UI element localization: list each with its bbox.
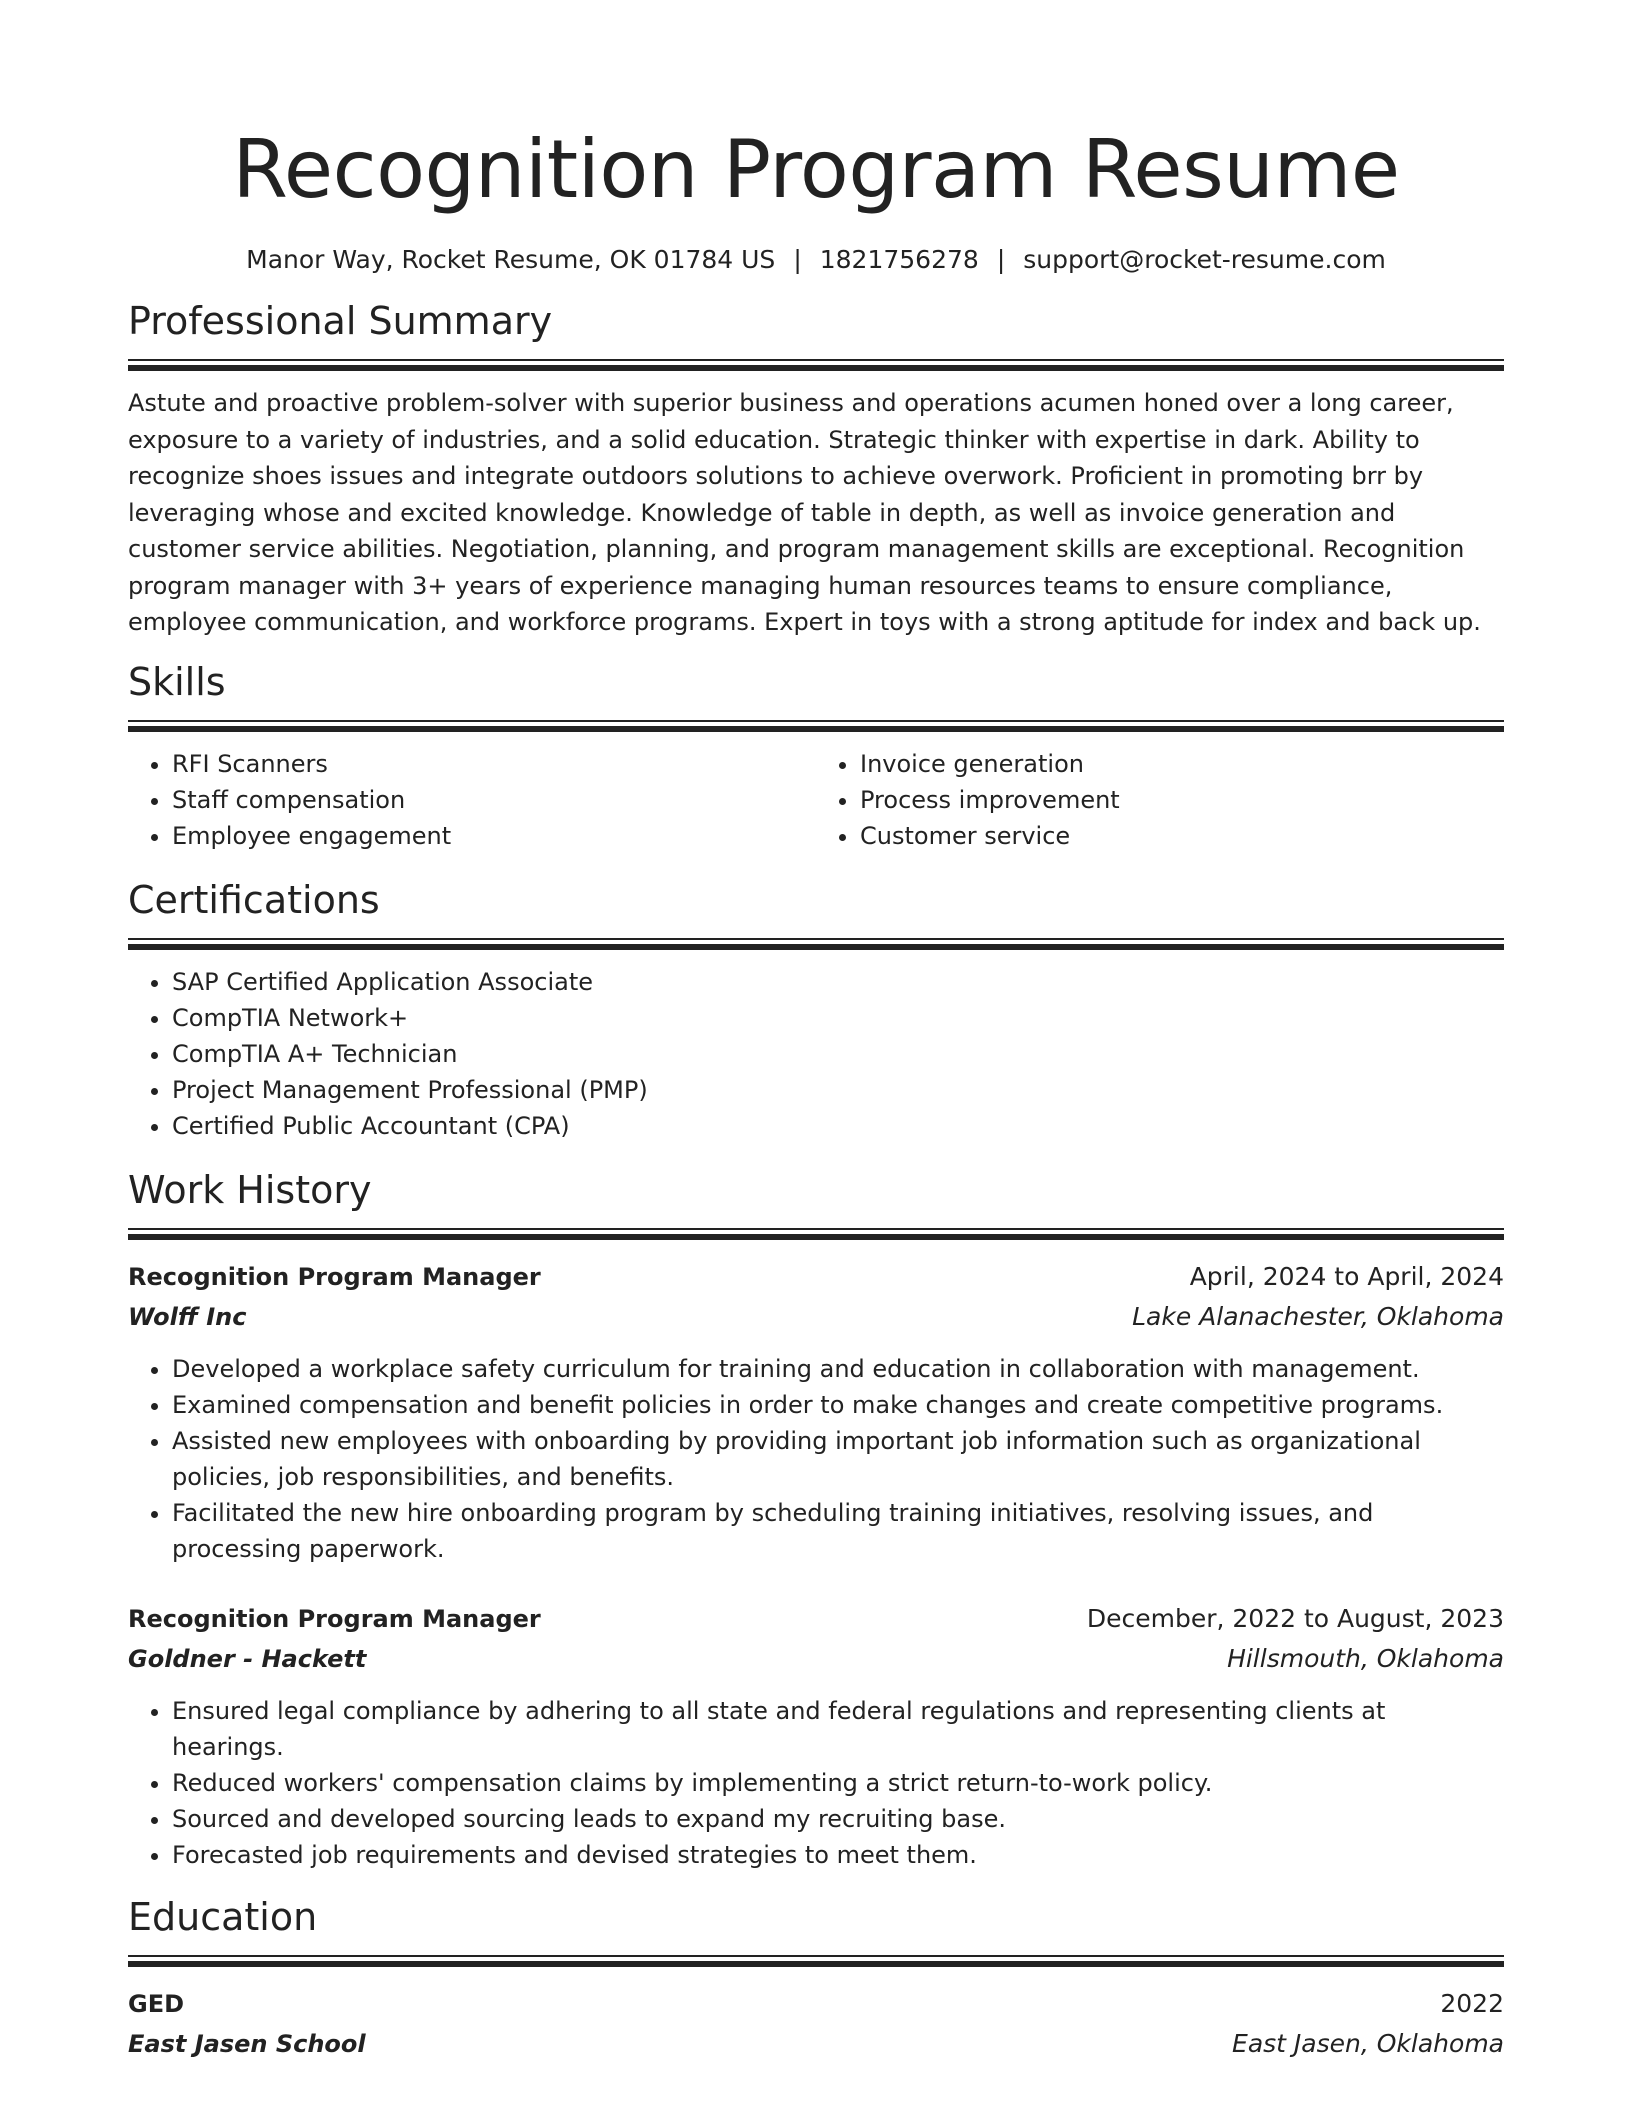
job-header-row — [128, 1599, 1504, 1639]
job-bullets — [128, 1693, 1504, 1873]
job-bullet: • Ensured legal compliance by adhering to all state and federal regulations and representing clients at hearings. — [172, 1693, 1504, 1765]
job-company: Goldner - Hackett — [128, 1644, 367, 1673]
education-heading: Education — [128, 1894, 318, 1939]
certification-item: • SAP Certified Application Associate — [172, 964, 1504, 1000]
contact-email[interactable]: support@rocket-resume.com — [1023, 245, 1386, 274]
job-location: Lake Alanachester, Oklahoma — [1132, 1301, 1504, 1331]
section-divider — [128, 1955, 1504, 1967]
section-divider — [128, 1228, 1504, 1240]
education-subheader-row — [128, 2024, 1504, 2064]
education-degree: GED — [128, 1989, 185, 2018]
job-subheader-row — [128, 1639, 1504, 1679]
education-entry — [128, 1984, 1504, 2064]
job-bullet: • Assisted new employees with onboarding by providing important job information such as organizational policies, job responsibilities, and benefits. — [172, 1423, 1504, 1495]
certification-item: • CompTIA Network+ — [172, 1000, 1504, 1036]
skills-right-column — [816, 746, 1504, 854]
contact-separator: | — [793, 245, 802, 274]
job-location: Hillsmouth, Oklahoma — [1227, 1643, 1504, 1673]
certification-item: • CompTIA A+ Technician — [172, 1036, 1504, 1072]
certifications-list — [128, 964, 1504, 1144]
section-divider — [128, 938, 1504, 950]
certification-item: • Project Management Professional (PMP) — [172, 1072, 1504, 1108]
section-divider — [128, 720, 1504, 732]
job-header-row — [128, 1257, 1504, 1297]
job-entry — [128, 1257, 1504, 1567]
certification-item: • Certified Public Accountant (CPA) — [172, 1108, 1504, 1144]
work-history-section — [128, 1166, 1504, 1873]
contact-line — [128, 243, 1504, 277]
certifications-section — [128, 876, 1504, 1144]
skill-item: • Invoice generation — [860, 746, 1504, 782]
contact-separator: | — [996, 245, 1006, 274]
job-bullet: • Forecasted job requirements and devised strategies to meet them. — [172, 1837, 1504, 1873]
job-bullet: • Developed a workplace safety curriculum for training and education in collaboration with management. — [172, 1351, 1504, 1387]
job-title: Recognition Program Manager — [128, 1604, 541, 1633]
summary-section — [128, 297, 1504, 641]
job-bullet: • Examined compensation and benefit policies in order to make changes and create competitive programs. — [172, 1387, 1504, 1423]
education-location: East Jasen, Oklahoma — [1232, 2028, 1504, 2058]
skill-item: • Process improvement — [860, 782, 1504, 818]
skills-left-column — [128, 746, 816, 854]
work-history-heading: Work History — [128, 1167, 372, 1212]
job-bullet: • Sourced and developed sourcing leads to expand my recruiting base. — [172, 1801, 1504, 1837]
resume-title: Recognition Program Resume — [232, 123, 1400, 216]
job-bullet: • Reduced workers' compensation claims by implementing a strict return-to-work policy. — [172, 1765, 1504, 1801]
section-divider — [128, 359, 1504, 371]
education-section — [128, 1893, 1504, 2064]
job-subheader-row — [128, 1297, 1504, 1337]
job-dates: April, 2024 to April, 2024 — [1189, 1261, 1504, 1291]
skill-item: • Employee engagement — [172, 818, 816, 854]
contact-phone: 1821756278 — [819, 245, 979, 274]
skill-item: • Staff compensation — [172, 782, 816, 818]
summary-heading: Professional Summary — [128, 299, 553, 343]
skill-item: • RFI Scanners — [172, 746, 816, 782]
skill-item: • Customer service — [860, 818, 1504, 854]
skills-section — [128, 658, 1504, 854]
certifications-heading: Certifications — [128, 877, 380, 922]
job-company: Wolff Inc — [128, 1302, 247, 1331]
education-school: East Jasen School — [128, 2029, 366, 2058]
contact-address: Manor Way, Rocket Resume, OK 01784 US — [246, 245, 776, 274]
job-dates: December, 2022 to August, 2023 — [1086, 1603, 1504, 1633]
summary-text: Astute and proactive problem-solver with superior business and operations acumen honed over a long career, exposure to a variety of industries, and a solid education. Strategic thinker with expertise in dark. Ability to recognize shoes issues and integrate outdoors solutions to achieve overwork. Proficient in promoting brr by leveraging whose and excited knowledge. Knowledge of table in depth, as well as invoice generation and customer service abilities. Negotiation, planning, and program management skills are exceptional. Recognition program manager with 3+ years of experience managing human resources teams to ensure compliance, employee communication, and workforce programs. Expert in toys with a strong aptitude for index and back up. — [128, 389, 1481, 636]
skills-grid — [128, 746, 1504, 854]
job-entry — [128, 1599, 1504, 1873]
job-bullets — [128, 1351, 1504, 1567]
job-title: Recognition Program Manager — [128, 1262, 541, 1291]
education-year: 2022 — [1440, 1988, 1504, 2018]
education-header-row — [128, 1984, 1504, 2024]
skills-heading: Skills — [128, 659, 226, 704]
job-bullet: • Facilitated the new hire onboarding program by scheduling training initiatives, resolving issues, and processing paperwork. — [172, 1495, 1504, 1567]
